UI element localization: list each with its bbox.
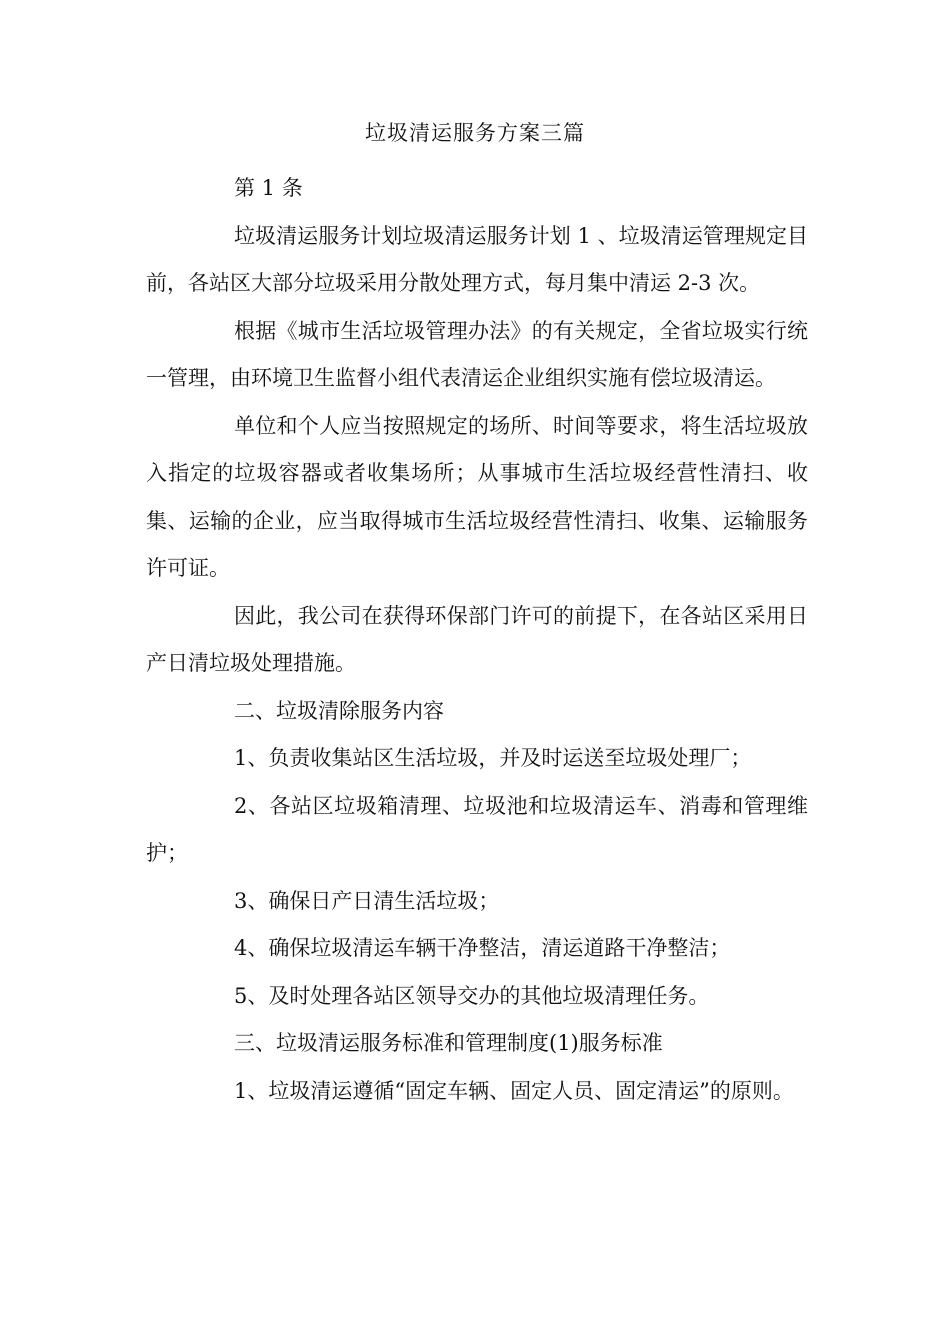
paragraph: 垃圾清运服务计划垃圾清运服务计划 1 、垃圾清运管理规定目前，各站区大部分垃圾采用分散处理方式，每月集中清运 2-3 次。 bbox=[146, 223, 808, 295]
list-item: 5、及时处理各站区领导交办的其他垃圾清理任务。 bbox=[234, 983, 710, 1008]
list-item: 3、确保日产日清生活垃圾； bbox=[234, 888, 500, 913]
list-item: 1、垃圾清运遵循“固定车辆、固定人员、固定清运”的原则。 bbox=[234, 1078, 794, 1103]
document-body bbox=[146, 165, 808, 1115]
list-item: 1、负责收集站区生活垃圾，并及时运送至垃圾处理厂； bbox=[234, 746, 752, 770]
paragraph: 单位和个人应当按照规定的场所、时间等要求，将生活垃圾放入指定的垃圾容器或者收集场所；从事城市生活垃圾经营性清扫、收集、运输的企业，应当取得城市生活垃圾经营性清扫、收集、运输服务许可证。 bbox=[146, 413, 808, 580]
list-item: 4、确保垃圾清运车辆干净整洁，清运道路干净整洁； bbox=[234, 936, 731, 960]
section-heading: 二、垃圾清除服务内容 bbox=[234, 698, 444, 723]
document-title: 垃圾清运服务方案三篇 bbox=[365, 121, 585, 145]
paragraph: 因此，我公司在获得环保部门许可的前提下，在各站区采用日产日清垃圾处理措施。 bbox=[146, 603, 808, 675]
list-item: 2、各站区垃圾箱清理、垃圾池和垃圾清运车、消毒和管理维护； bbox=[146, 793, 808, 865]
paragraph: 第 1 条 bbox=[234, 176, 303, 200]
section-heading: 三、垃圾清运服务标准和管理制度(1)服务标准 bbox=[234, 1031, 663, 1055]
paragraph: 根据《城市生活垃圾管理办法》的有关规定，全省垃圾实行统一管理，由环境卫生监督小组代表清运企业组织实施有偿垃圾清运。 bbox=[146, 318, 808, 390]
